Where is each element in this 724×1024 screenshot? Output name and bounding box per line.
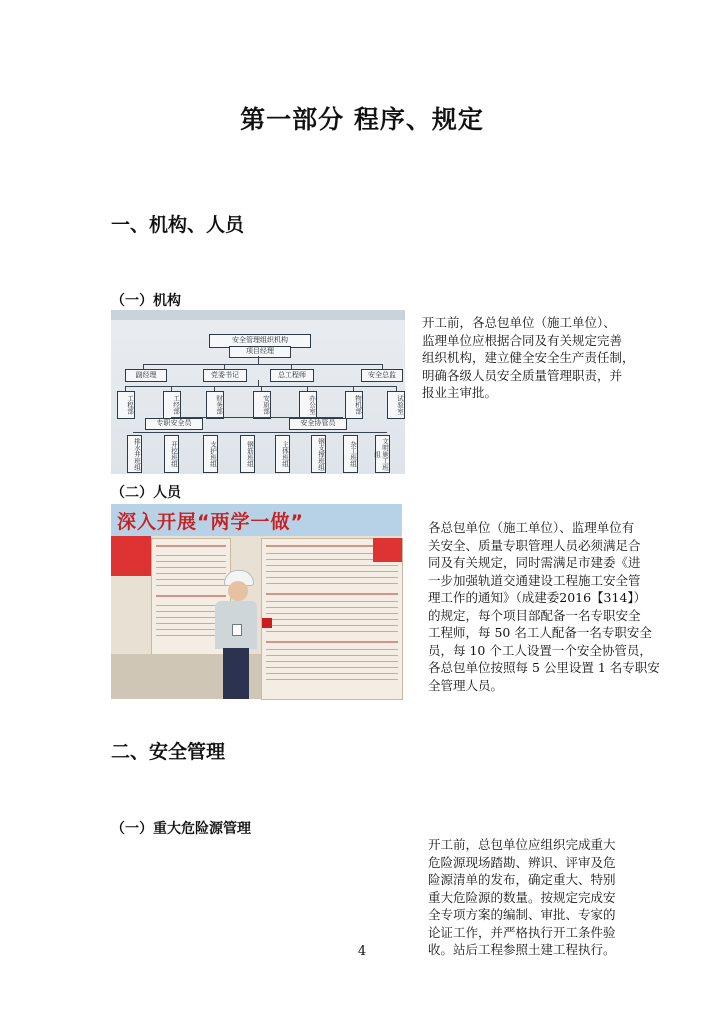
org-r4-3: 支护班组 — [203, 435, 218, 473]
org-r3-4: 安质部 — [253, 391, 271, 419]
org-r3-6: 物机部 — [345, 391, 363, 419]
org-title: 安全管理组织机构 — [209, 334, 311, 348]
hazard-paragraph: 开工前，总包单位应组织完成重大 危险源现场踏勘、辨识、评审及危 险源清单的发布，确定重大、特别 重大危险源的数量。按规定完成安 全专项方案的编制、审批、专家的 论证工作，并严格执行开工条件验 收。站后工程参照土建工程执行。 — [428, 837, 616, 957]
armband — [262, 618, 272, 628]
section1-heading: 一、机构、人员 — [111, 214, 245, 236]
org-mid-1: 专职安全员 — [145, 418, 203, 430]
org-mid-2: 安全协管员 — [289, 418, 347, 430]
org-r4-1: 排水井班组 — [127, 435, 142, 473]
subsection-hazard-heading: （一）重大危险源管理 — [111, 821, 251, 837]
page-title: 第一部分 程序、规定 — [240, 105, 484, 134]
id-badge — [232, 624, 242, 636]
org-r2-3: 总工程师 — [270, 369, 314, 382]
org-r4-8: 文明施工班组 — [375, 435, 390, 473]
photo-banner-text: 深入开展“两学一做” — [117, 511, 304, 533]
org-r3-7: 试验室 — [387, 391, 405, 419]
section2-heading: 二、安全管理 — [111, 741, 226, 763]
person-head — [228, 581, 248, 601]
org-r3-3: 财务部 — [206, 391, 224, 419]
subsection-org-heading: （一）机构 — [111, 293, 181, 309]
org-r4-7: 杂工班组 — [343, 435, 358, 473]
org-paragraph: 开工前，各总包单位（施工单位）、 监理单位应根据合同及有关规定完善 组织机构，建立健全安全生产责任制， 明确各级人员安全质量管理职责，并 报业主审批。 — [422, 315, 635, 400]
org-chart-photo — [111, 310, 405, 474]
subsection-personnel-heading: （二）人员 — [111, 485, 181, 501]
personnel-photo — [111, 504, 402, 699]
org-r4-5: 主体班组 — [275, 435, 290, 473]
page-number: 4 — [357, 944, 367, 959]
org-top: 项目经理 — [229, 346, 291, 358]
org-r3-5: 办公室 — [299, 391, 317, 419]
org-r4-6: 钢支撑班组 — [311, 435, 326, 473]
person-legs — [223, 648, 249, 699]
org-r2-2: 党委书记 — [203, 369, 247, 382]
personnel-paragraph: 各总包单位（施工单位）、监理单位有 关安全、质量专职管理人员必须满足合 同及有关规定，同时需满足市建委《进 一步加强轨道交通建设工程施工安全管 理工作的通知》（成建委2016【314】） 的规定，每个项目部配备一名专职安全 工程师，每 50 名工人配备一名专职安全 员，每 10 个工人设置一个安全协管员， 各总包单位按照每 5 公里设置 1 名专职安 全管理人员。 — [428, 520, 660, 693]
org-r3-1: 工程部 — [117, 391, 135, 419]
org-r4-4: 钢筋班组 — [240, 435, 255, 473]
org-r3-2: 工经部 — [163, 391, 181, 419]
org-r4-2: 开挖班组 — [164, 435, 179, 473]
org-r2-4: 安全总监 — [361, 369, 403, 382]
org-r2-1: 副经理 — [125, 369, 167, 382]
